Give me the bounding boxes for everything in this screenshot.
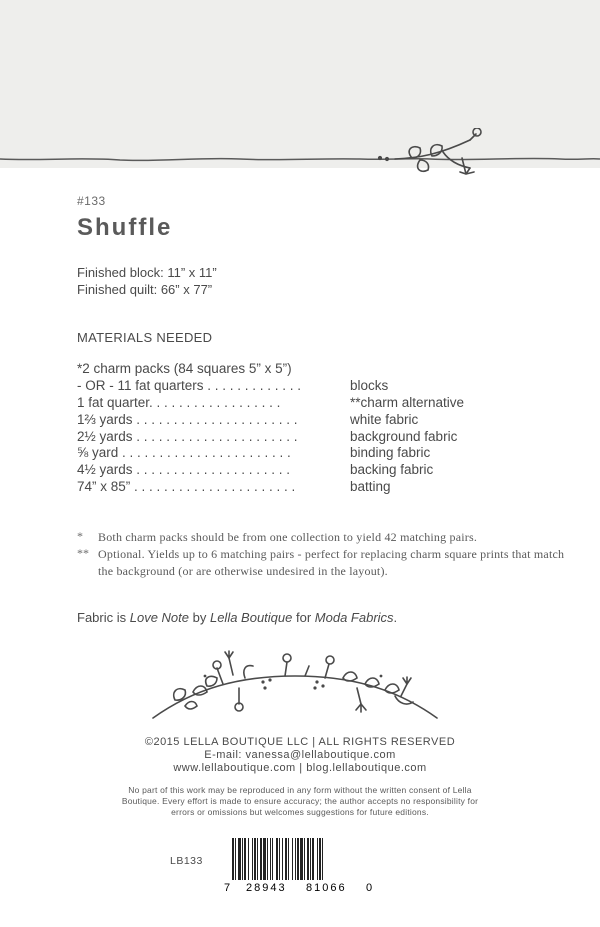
footnote-text: Optional. Yields up to 6 matching pairs - perfect for replacing charm square prints that match the background (or are otherwise undesired in the layout).	[98, 547, 565, 578]
upc-barcode	[224, 836, 374, 894]
material-qty: 4½ yards . . . . . . . . . . . . . . . . . . . . .	[77, 462, 291, 477]
materials-intro: *2 charm packs (84 squares 5” x 5”)	[77, 361, 292, 376]
legal-disclaimer: No part of this work may be reproduced in any form without the written consent of Lella Boutique. Every effort is made to ensure accuracy; the author accepts no responsibility for errors or omissions but welcomes suggestions for future editions.	[121, 785, 479, 817]
material-qty: 1 fat quarter. . . . . . . . . . . . . . . . . .	[77, 395, 281, 410]
website-links: www.lellaboutique.com | blog.lellaboutique.com	[173, 762, 427, 774]
fabric-manufacturer: Moda Fabrics	[314, 610, 394, 625]
contact-email: E-mail: vanessa@lellaboutique.com	[204, 749, 396, 761]
material-qty: ⅝ yard . . . . . . . . . . . . . . . . . . . . . . .	[77, 445, 291, 460]
barcode-digit: 0	[366, 882, 374, 894]
barcode-digit: 28943	[246, 882, 287, 894]
fabric-credit	[77, 610, 397, 625]
finished-quilt-size: Finished quilt: 66” x 77”	[77, 282, 213, 297]
fabric-by: by	[189, 610, 210, 625]
fabric-designer: Lella Boutique	[209, 610, 293, 625]
material-use: backing fabric	[350, 462, 434, 477]
materials-heading: MATERIALS NEEDED	[77, 330, 213, 345]
material-use: background fabric	[350, 429, 458, 444]
fabric-for: for	[292, 610, 315, 625]
material-use: blocks	[350, 378, 389, 393]
copyright-line: ©2015 LELLA BOUTIQUE LLC | ALL RIGHTS RESERVED	[144, 736, 456, 748]
material-qty: - OR - 11 fat quarters . . . . . . . . . . . . .	[77, 378, 302, 393]
material-use: white fabric	[350, 412, 419, 427]
finished-block-size: Finished block: 11” x 11”	[77, 265, 217, 280]
material-qty: 74” x 85” . . . . . . . . . . . . . . . . . . . . . .	[77, 479, 296, 494]
pattern-number: #133	[77, 194, 106, 208]
floral-garland-illustration	[145, 648, 445, 726]
page-title: Shuffle	[77, 214, 173, 241]
material-use: binding fabric	[350, 445, 431, 460]
barcode-digit: 81066	[306, 882, 347, 894]
fabric-prefix: Fabric is	[77, 610, 130, 625]
material-use: **charm alternative	[350, 395, 465, 410]
footnote-marker: **	[77, 546, 89, 560]
material-use: batting	[350, 479, 391, 494]
footnote-marker: *	[77, 529, 83, 543]
torn-edge-vine-illustration	[0, 128, 600, 198]
footnote-text: Both charm packs should be from one collection to yield 42 matching pairs.	[98, 530, 478, 544]
fabric-end: .	[393, 610, 398, 625]
barcode-digit: 7	[224, 882, 233, 894]
product-code: LB133	[170, 855, 203, 867]
fabric-collection: Love Note	[129, 610, 189, 625]
material-qty: 1⅔ yards . . . . . . . . . . . . . . . . . . . . . .	[77, 412, 298, 427]
material-qty: 2½ yards . . . . . . . . . . . . . . . . . . . . . .	[77, 429, 298, 444]
